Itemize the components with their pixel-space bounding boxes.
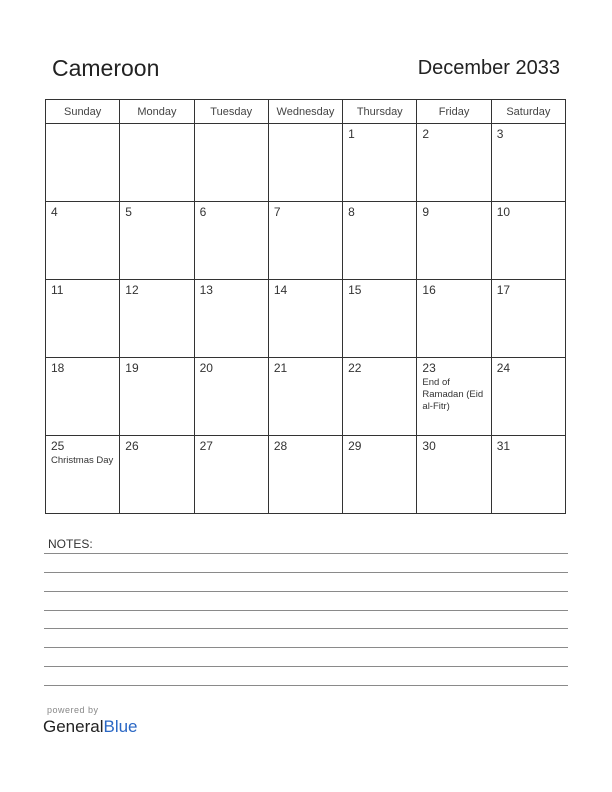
day-cell[interactable]: [194, 358, 268, 436]
day-cell[interactable]: [268, 280, 342, 358]
day-cell[interactable]: [46, 124, 120, 202]
day-cell[interactable]: [417, 280, 491, 358]
day-number: 29: [348, 439, 362, 453]
day-cell[interactable]: [491, 358, 565, 436]
holiday-label: Christmas Day: [51, 455, 114, 466]
day-cell[interactable]: [417, 124, 491, 202]
day-cell[interactable]: [194, 436, 268, 514]
day-number: 8: [348, 205, 355, 219]
day-number: 23: [422, 361, 436, 375]
day-number: 26: [125, 439, 139, 453]
powered-by-text: powered by: [47, 705, 99, 715]
day-number: 2: [422, 127, 430, 141]
day-number: 7: [273, 205, 281, 219]
day-number: 24: [496, 361, 511, 375]
note-line: [44, 666, 568, 667]
day-number: 15: [348, 283, 362, 297]
day-number: 11: [51, 283, 64, 297]
day-number: 12: [125, 283, 139, 297]
calendar-grid: [45, 99, 566, 514]
day-cell[interactable]: [194, 124, 268, 202]
day-number: 18: [51, 361, 65, 375]
note-line: [44, 628, 568, 629]
note-line: [44, 591, 568, 592]
weekday-tuesday: Tuesday: [194, 100, 268, 124]
day-number: 6: [199, 205, 207, 219]
day-cell[interactable]: [417, 436, 491, 514]
day-number: 5: [125, 205, 132, 219]
day-number: 31: [496, 439, 511, 453]
day-number: 17: [496, 283, 511, 297]
day-cell[interactable]: [120, 202, 194, 280]
day-cell[interactable]: [491, 436, 565, 514]
week-row: [46, 124, 566, 202]
day-cell[interactable]: [491, 202, 565, 280]
day-cell[interactable]: [46, 358, 120, 436]
day-number: 20: [199, 361, 213, 375]
day-number: 19: [125, 361, 139, 375]
logo-general: General: [43, 717, 104, 736]
day-cell[interactable]: [417, 358, 491, 436]
weekday-header-row: [46, 100, 566, 124]
day-number: 1: [348, 127, 355, 141]
day-cell[interactable]: [46, 280, 120, 358]
day-cell[interactable]: [46, 436, 120, 514]
day-number: 9: [422, 205, 430, 219]
day-cell[interactable]: [194, 202, 268, 280]
holiday-label: End of Ramadan (Eid al-Fitr): [422, 377, 484, 412]
day-cell[interactable]: [268, 436, 342, 514]
day-number: 13: [199, 283, 213, 297]
week-row: [46, 436, 566, 514]
generalblue-logo: [43, 717, 138, 737]
note-line: [44, 572, 568, 573]
day-cell[interactable]: [491, 124, 565, 202]
weekday-wednesday: Wednesday: [268, 100, 342, 124]
note-line: [44, 647, 568, 648]
day-cell[interactable]: [120, 358, 194, 436]
day-number: 27: [199, 439, 213, 453]
day-cell[interactable]: [120, 124, 194, 202]
weekday-monday: Monday: [120, 100, 194, 124]
weekday-friday: Friday: [417, 100, 491, 124]
day-cell[interactable]: [268, 124, 342, 202]
day-cell[interactable]: [120, 436, 194, 514]
notes-label: NOTES:: [48, 537, 93, 551]
note-line: [44, 685, 568, 686]
day-cell[interactable]: [194, 280, 268, 358]
weekday-sunday: Sunday: [46, 100, 120, 124]
day-number: 16: [422, 283, 436, 297]
weekday-thursday: Thursday: [343, 100, 417, 124]
day-number: 25: [51, 439, 65, 453]
day-cell[interactable]: [417, 202, 491, 280]
day-cell[interactable]: [343, 124, 417, 202]
day-cell[interactable]: [343, 202, 417, 280]
day-cell[interactable]: [343, 436, 417, 514]
day-number: 22: [348, 361, 362, 375]
day-cell[interactable]: [268, 202, 342, 280]
note-line: [44, 610, 568, 611]
day-cell[interactable]: [343, 280, 417, 358]
day-number: 14: [273, 283, 288, 297]
day-cell[interactable]: [491, 280, 565, 358]
logo-blue: Blue: [103, 717, 138, 736]
day-cell[interactable]: [46, 202, 120, 280]
day-cell[interactable]: [343, 358, 417, 436]
week-row: [46, 280, 566, 358]
day-cell[interactable]: [268, 358, 342, 436]
country-title: Cameroon: [52, 55, 160, 81]
week-row: [46, 202, 566, 280]
day-number: 10: [496, 205, 511, 219]
day-number: 4: [51, 205, 58, 219]
month-year-title: December 2033: [417, 57, 560, 79]
day-number: 3: [496, 127, 504, 141]
note-line: [44, 553, 568, 554]
day-cell[interactable]: [120, 280, 194, 358]
week-row: [46, 358, 566, 436]
day-number: 21: [273, 361, 288, 375]
day-number: 28: [273, 439, 288, 453]
day-number: 30: [422, 439, 436, 453]
weekday-saturday: Saturday: [491, 100, 565, 124]
